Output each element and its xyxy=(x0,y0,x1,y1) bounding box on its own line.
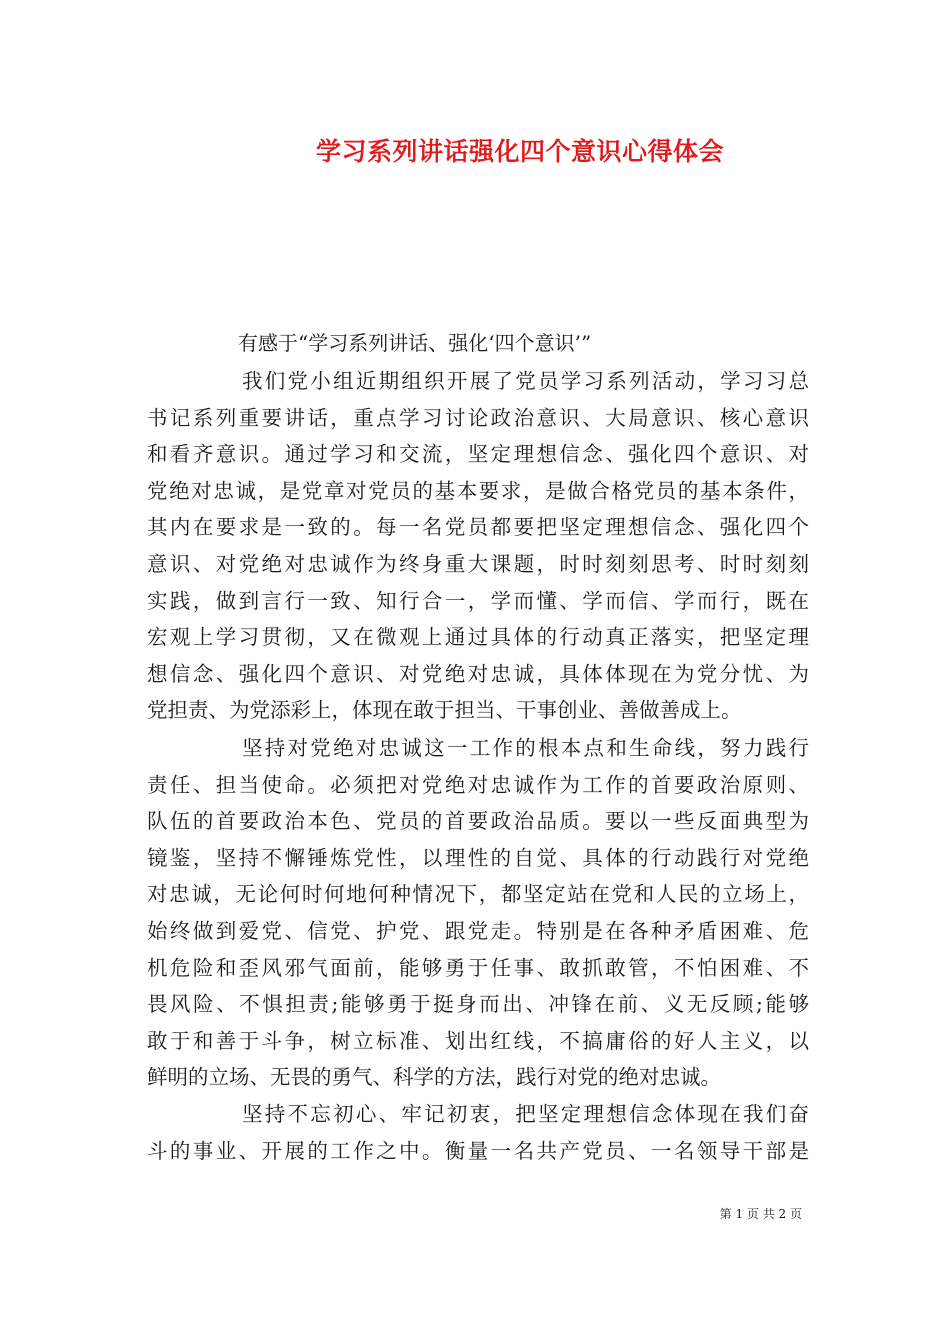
document-subtitle: 有感于“学习系列讲话、强化‘四个意识’” xyxy=(238,331,592,355)
paragraph-line: 其内在要求是一致的。每一名党员都要把坚定理想信念、强化四个 xyxy=(147,515,809,540)
paragraph-line: 想信念、强化四个意识、对党绝对忠诚，具体体现在为党分忧、为 xyxy=(147,661,809,686)
paragraph-line: 党绝对忠诚，是党章对党员的基本要求，是做合格党员的基本条件， xyxy=(147,478,809,503)
paragraph-line: 责任、担当使命。必须把对党绝对忠诚作为工作的首要政治原则、 xyxy=(147,772,809,797)
paragraph-line: 和看齐意识。通过学习和交流，坚定理想信念、强化四个意识、对 xyxy=(147,442,809,467)
page-footer: 第 1 页 共 2 页 xyxy=(719,1207,802,1221)
paragraph-line: 意识、对党绝对忠诚作为终身重大课题，时时刻刻思考、时时刻刻 xyxy=(147,551,809,576)
paragraph-1 xyxy=(147,363,809,729)
paragraph-line: 始终做到爱党、信党、护党、跟党走。特别是在各种矛盾困难、危 xyxy=(147,918,809,943)
paragraph-line: 党担责、为党添彩上，体现在敢于担当、干事创业、善做善成上。 xyxy=(147,698,742,723)
paragraph-line: 敢于和善于斗争，树立标准、划出红线，不搞庸俗的好人主义，以 xyxy=(147,1028,809,1053)
paragraph-line: 镜鉴，坚持不懈锤炼党性，以理性的自觉、具体的行动践行对党绝 xyxy=(147,845,809,870)
paragraph-line: 坚持对党绝对忠诚这一工作的根本点和生命线，努力践行 xyxy=(242,736,809,760)
paragraph-line: 机危险和歪风邪气面前，能够勇于任事、敢抓敢管，不怕困难、不 xyxy=(147,955,809,980)
paragraph-line: 队伍的首要政治本色、党员的首要政治品质。要以一些反面典型为 xyxy=(147,809,809,834)
paragraph-line: 实践，做到言行一致、知行合一，学而懂、学而信、学而行，既在 xyxy=(147,588,809,613)
paragraph-line: 宏观上学习贯彻，又在微观上通过具体的行动真正落实，把坚定理 xyxy=(147,625,809,650)
paragraph-line: 对忠诚，无论何时何地何种情况下，都坚定站在党和人民的立场上， xyxy=(147,882,809,907)
paragraph-2 xyxy=(147,730,809,1096)
paragraph-line: 我们党小组近期组织开展了党员学习系列活动，学习习总 xyxy=(242,369,809,393)
paragraph-line: 坚持不忘初心、牢记初衷，把坚定理想信念体现在我们奋 xyxy=(242,1102,809,1126)
paragraph-3 xyxy=(147,1096,809,1169)
paragraph-line: 书记系列重要讲话，重点学习讨论政治意识、大局意识、核心意识 xyxy=(147,405,809,430)
paragraph-line: 畏风险、不惧担责;能够勇于挺身而出、冲锋在前、义无反顾;能够 xyxy=(147,992,809,1017)
paragraph-line: 斗的事业、开展的工作之中。衡量一名共产党员、一名领导干部是 xyxy=(147,1138,809,1163)
document-title: 学习系列讲话强化四个意识心得体会 xyxy=(315,137,724,166)
paragraph-line: 鲜明的立场、无畏的勇气、科学的方法，践行对党的绝对忠诚。 xyxy=(147,1065,721,1090)
